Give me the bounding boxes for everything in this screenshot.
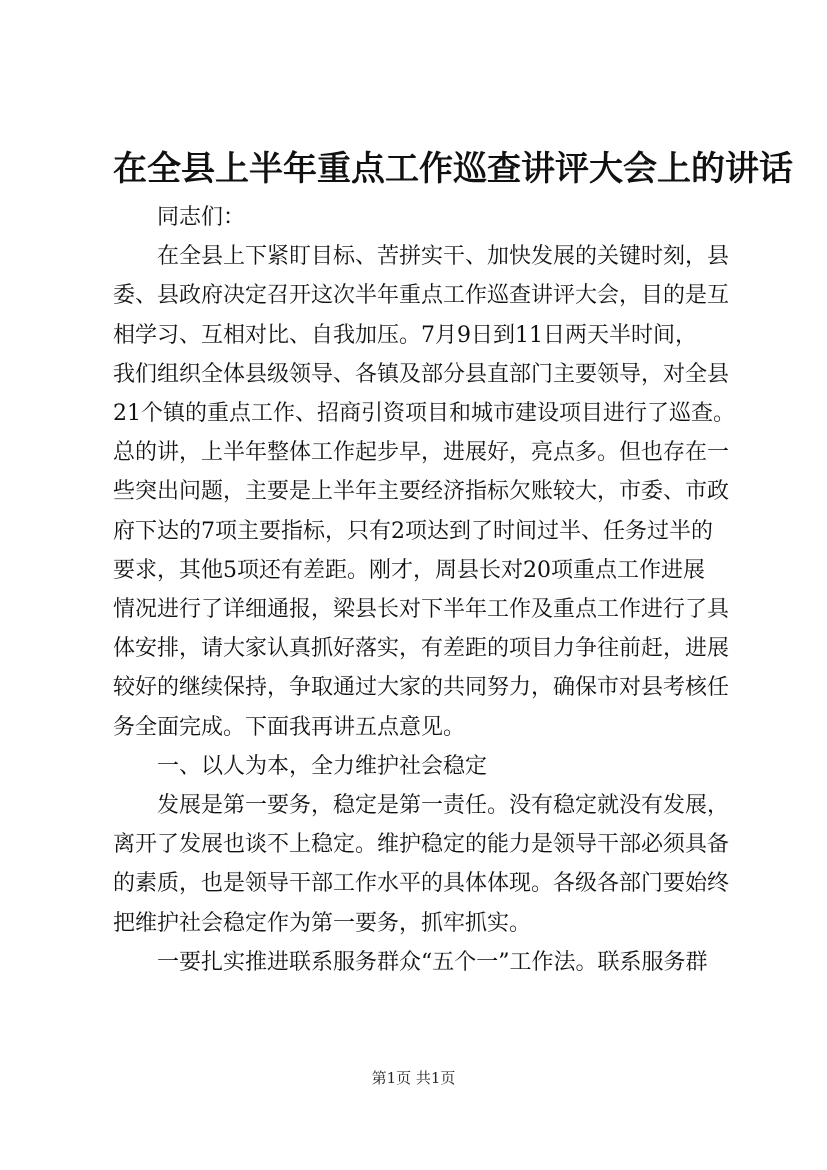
paragraph-line: 总的讲，上半年整体工作起步早，进展好，亮点多。但也存在一: [113, 440, 730, 466]
paragraph-line: 务全面完成。下面我再讲五点意见。: [113, 714, 466, 740]
paragraph-line: 较好的继续保持，争取通过大家的共同努力，确保市对县考核任: [113, 675, 730, 701]
paragraph-line: 在全县上下紧盯目标、苦拼实干、加快发展的关键时刻，县: [157, 244, 730, 270]
paragraph-line: 离开了发展也谈不上稳定。维护稳定的能力是领导干部必须具备: [113, 832, 730, 858]
paragraph-line: 要求，其他5项还有差距。刚才，周县长对20项重点工作进展: [113, 557, 705, 583]
paragraph-line: 相学习、互相对比、自我加压。7月9日到11日两天半时间，: [113, 322, 697, 348]
salutation-line: 同志们：: [157, 205, 246, 230]
paragraph-line: 体安排，请大家认真抓好落实，有差距的项目力争往前赶，进展: [113, 636, 730, 662]
paragraph-line: 把维护社会稳定作为第一要务，抓牢抓实。: [113, 910, 532, 936]
paragraph-line: 21个镇的重点工作、招商引资项目和城市建设项目进行了巡查。: [113, 401, 735, 427]
document-title: 在全县上半年重点工作巡查讲评大会上的讲话: [113, 149, 793, 189]
paragraph-line: 一要扎实推进联系服务群众“五个一”工作法。联系服务群: [157, 949, 708, 975]
paragraph-line: 发展是第一要务，稳定是第一责任。没有稳定就没有发展，: [157, 793, 730, 819]
paragraph-line: 情况进行了详细通报，梁县长对下半年工作及重点工作进行了具: [113, 597, 730, 623]
paragraph-line: 的素质，也是领导干部工作水平的具体体现。各级各部门要始终: [113, 871, 730, 897]
paragraph-line: 府下达的7项主要指标，只有2项达到了时间过半、任务过半的: [113, 518, 713, 544]
paragraph-line: 委、县政府决定召开这次半年重点工作巡查讲评大会，目的是互: [113, 283, 730, 309]
document-body: [113, 198, 753, 982]
section-heading: 一、以人为本，全力维护社会稳定: [157, 753, 488, 779]
paragraph-line: 些突出问题，主要是上半年主要经济指标欠账较大，市委、市政: [113, 479, 730, 505]
paragraph-line: 我们组织全体县级领导、各镇及部分县直部门主要领导，对全县: [113, 361, 730, 387]
page-footer: 第1页 共1页: [371, 1069, 456, 1087]
